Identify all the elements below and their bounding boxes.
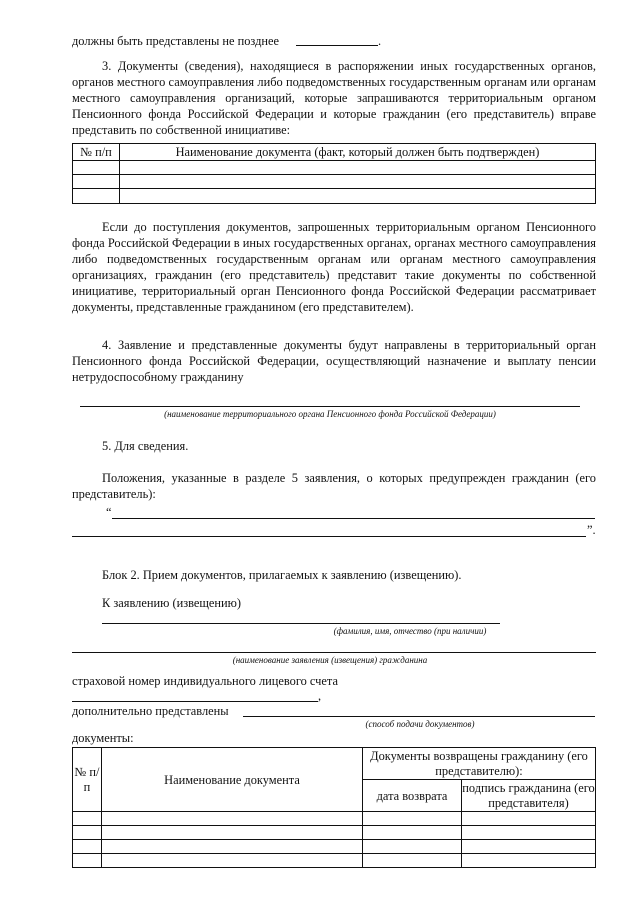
table-cell[interactable] — [102, 840, 363, 854]
submission-method-caption: (способ подачи документов) — [365, 719, 475, 729]
snils-comma: , — [318, 689, 322, 703]
table-row — [73, 854, 596, 868]
deadline-period: . — [378, 34, 382, 48]
table-cell[interactable] — [102, 826, 363, 840]
fio-blank[interactable] — [102, 623, 500, 624]
table-cell[interactable] — [462, 812, 596, 826]
table-cell[interactable] — [102, 854, 363, 868]
table1-header-no: № п/п — [73, 144, 120, 161]
table-cell[interactable] — [363, 826, 462, 840]
accepted-documents-table — [72, 747, 596, 868]
section-3-text: 3. Документы (сведения), находящиеся в распоряжении иных государственных органов, органов местного самоуправления либо подведомственных государственным органам или органам местного самоуправления организаций, которые запрашиваются территориальным органом Пенсионного фонда Российской Федерации и которые гражданин (его представитель) вправе представить по собственной инициативе: — [72, 59, 596, 137]
to-statement-label: К заявлению (извещению) — [102, 596, 242, 610]
warnings-blank-2[interactable] — [72, 536, 586, 537]
snils-blank[interactable] — [72, 701, 318, 702]
close-quote: ”. — [587, 523, 596, 537]
fio-caption: (фамилия, имя, отчество (при наличии) — [333, 626, 487, 636]
table-cell[interactable] — [73, 826, 102, 840]
statement-caption: (наименование заявления (извещения) гражданина — [232, 655, 428, 665]
table2-header-sign: подпись гражданина (его представителя) — [462, 780, 595, 810]
table-cell[interactable] — [462, 840, 596, 854]
table-cell[interactable] — [363, 854, 462, 868]
table-cell[interactable] — [102, 812, 363, 826]
section-5-title: 5. Для сведения. — [102, 439, 189, 453]
table-cell[interactable] — [120, 189, 596, 204]
block-2-title: Блок 2. Прием документов, прилагаемых к заявлению (извещению). — [102, 568, 462, 582]
paragraph-if-documents: Если до поступления документов, запрошенных территориальным органом Пенсионного фонда Российской Федерации в иных государственных органах, органах местного самоуправления либо подведомственных государственным органам или органам местного самоуправления организациях, гражданин (его представитель) представит такие документы по собственной инициативе, территориальный орган Пенсионного фонда Российской Федерации рассматривает документы, представленные гражданином (его представителем). — [72, 220, 596, 314]
table-cell[interactable] — [462, 826, 596, 840]
territorial-organ-caption: (наименование территориального органа Пенсионного фонда Российской Федерации) — [164, 409, 496, 419]
additionally-label: дополнительно представлены — [72, 704, 229, 718]
documents-label: документы: — [72, 731, 134, 745]
table1-header-name: Наименование документа (факт, который должен быть подтвержден) — [120, 144, 596, 161]
deadline-line — [72, 33, 382, 49]
table-row — [73, 189, 596, 204]
requested-documents-table — [72, 143, 596, 204]
table-cell[interactable] — [73, 812, 102, 826]
table-cell[interactable] — [363, 812, 462, 826]
table-cell[interactable] — [73, 840, 102, 854]
table-cell[interactable] — [73, 175, 120, 189]
warnings-blank-1[interactable] — [112, 518, 595, 519]
table-cell[interactable] — [73, 161, 120, 175]
submission-method-blank[interactable] — [243, 716, 595, 717]
table-row — [73, 175, 596, 189]
table-cell[interactable] — [462, 854, 596, 868]
table-cell[interactable] — [120, 175, 596, 189]
table2-header-date: дата возврата — [363, 780, 462, 812]
open-quote: “ — [106, 505, 112, 519]
deadline-blank[interactable] — [296, 45, 378, 46]
table-row — [73, 161, 596, 175]
table2-header-no: № п/п — [73, 748, 102, 812]
table-cell[interactable] — [120, 161, 596, 175]
table-cell[interactable] — [363, 840, 462, 854]
table-cell[interactable] — [73, 189, 120, 204]
table-row — [73, 826, 596, 840]
statement-name-blank[interactable] — [72, 652, 596, 653]
deadline-text: должны быть представлены не позднее — [72, 34, 280, 48]
table-row — [73, 812, 596, 826]
table2-header-returned: Документы возвращены гражданину (его представителю): — [363, 748, 596, 780]
section-5-text: Положения, указанные в разделе 5 заявления, о которых предупрежден гражданин (его представитель): — [72, 471, 596, 501]
table-cell[interactable] — [73, 854, 102, 868]
section-4-text: 4. Заявление и представленные документы будут направлены в территориальный орган Пенсионного фонда Российской Федерации, осуществляющий назначение и выплату пенсии нетрудоспособному гражданину — [72, 338, 596, 384]
territorial-organ-blank[interactable] — [80, 406, 580, 407]
snils-label: страховой номер индивидуального лицевого счета — [72, 674, 338, 688]
table-row — [73, 840, 596, 854]
table2-header-name: Наименование документа — [102, 748, 363, 812]
